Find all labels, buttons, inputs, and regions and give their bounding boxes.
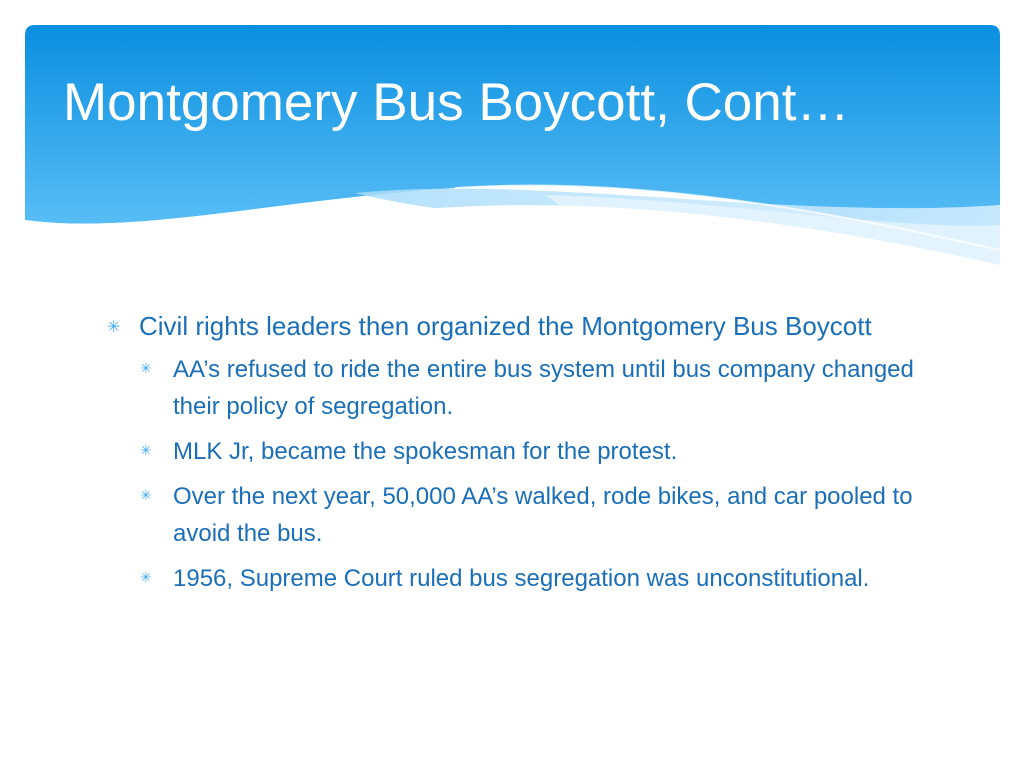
asterisk-bullet-icon: ✳	[140, 443, 152, 459]
bullet-text: Civil rights leaders then organized the Montgomery Bus Boycott	[139, 311, 872, 341]
sub-bullet-text: AA’s refused to ride the entire bus system until bus company changed their policy of segregation.	[173, 356, 914, 420]
sub-bullet-text: Over the next year, 50,000 AA’s walked, rode bikes, and car pooled to avoid the bus.	[173, 483, 913, 547]
title-banner	[25, 25, 1000, 295]
sub-bullet-item	[140, 351, 927, 425]
sub-bullet-text: 1956, Supreme Court ruled bus segregation was unconstitutional.	[173, 565, 870, 592]
asterisk-bullet-icon: ✳	[140, 361, 152, 377]
sub-bullet-item	[140, 478, 927, 552]
bullet-item	[107, 308, 927, 345]
asterisk-bullet-icon: ✳	[140, 570, 152, 586]
bullet-list	[107, 308, 927, 605]
slide-title: Montgomery Bus Boycott, Cont…	[63, 73, 850, 132]
sub-bullet-item	[140, 433, 927, 470]
sub-bullet-item	[140, 560, 927, 597]
sub-bullet-text: MLK Jr, became the spokesman for the protest.	[173, 438, 678, 465]
asterisk-bullet-icon: ✳	[107, 317, 121, 336]
asterisk-bullet-icon: ✳	[140, 488, 152, 504]
